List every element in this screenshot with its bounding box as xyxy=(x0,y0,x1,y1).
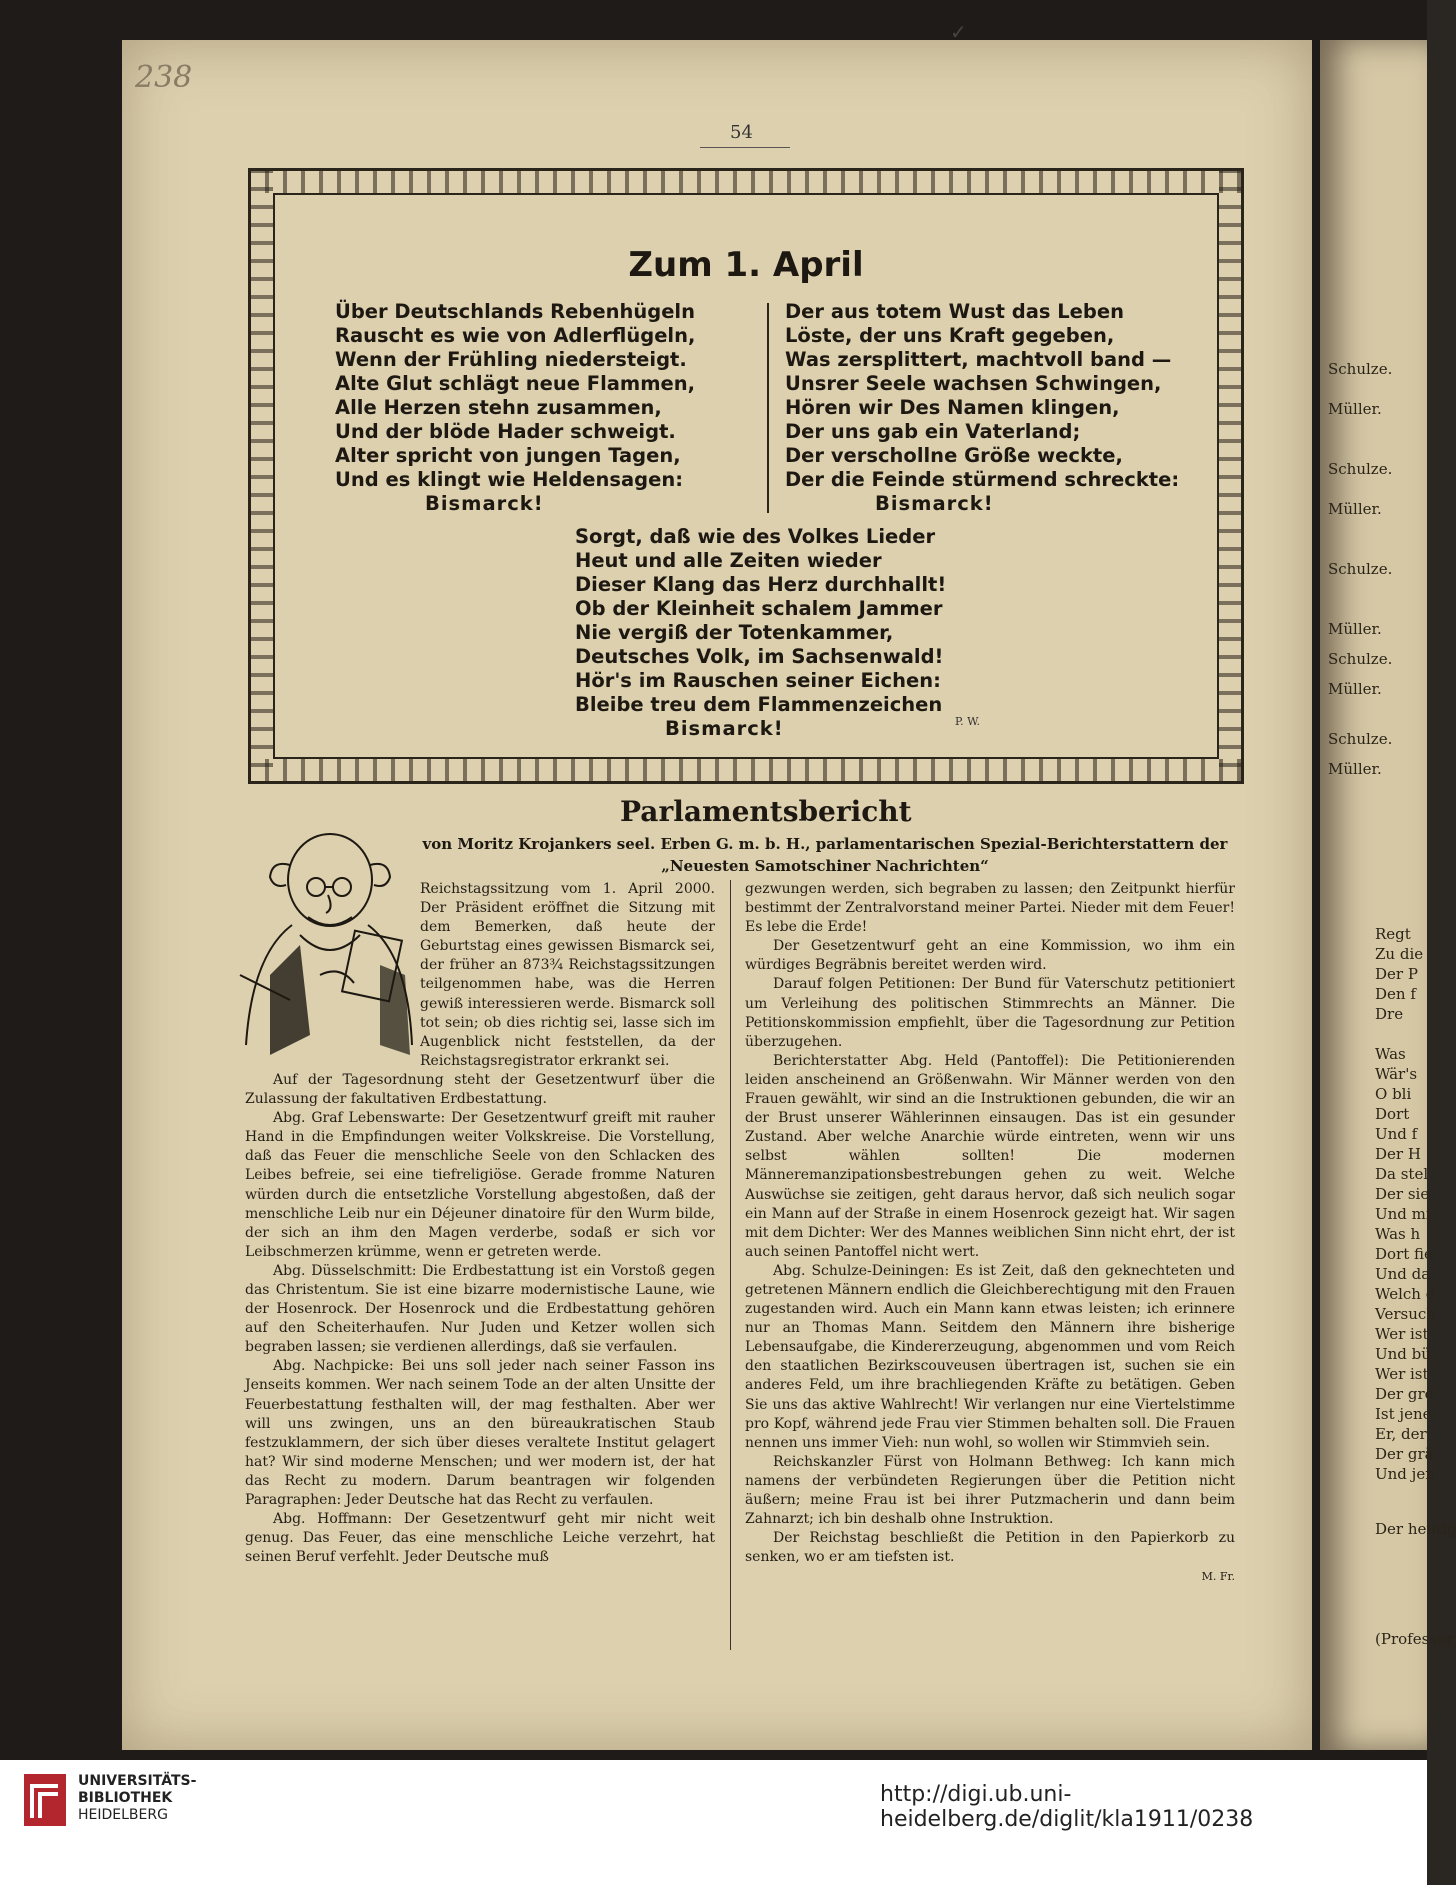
adjacent-page-text-fragment: Schulze. xyxy=(1328,730,1393,748)
adjacent-page-text-fragment: Zu die xyxy=(1375,945,1424,963)
pencil-page-number: 238 xyxy=(135,60,193,95)
poem-title: Zum 1. April xyxy=(628,245,864,285)
adjacent-page-text-fragment: Wer ist xyxy=(1375,1325,1429,1343)
adjacent-page-text-fragment: Schulze. xyxy=(1328,560,1393,578)
adjacent-page-text-fragment: Wer ist xyxy=(1375,1365,1429,1383)
adjacent-page-text-fragment: Ist jene xyxy=(1375,1405,1432,1423)
poem-line: Nie vergiß der Totenkammer, xyxy=(575,621,894,644)
poem-line: Heut und alle Zeiten wieder xyxy=(575,549,882,572)
poem-line: Wenn der Frühling niedersteigt. xyxy=(335,348,687,371)
adjacent-page-text-fragment: Den f xyxy=(1375,985,1416,1003)
article-signature: M. Fr. xyxy=(1201,1570,1235,1584)
article-left-column xyxy=(245,880,715,1567)
poem-line: Unsrer Seele wachsen Schwingen, xyxy=(785,372,1162,395)
poem-refrain: Bismarck! xyxy=(665,717,784,740)
article-paragraph: Abg. Nachpicke: Bei uns soll jeder nach seiner Fasson ins Jenseits kommen. Wer nach seinem Tode an der alten Unsitte der Feuerbestattung festhalten will, der mag festhalten. Aber wer will uns zwingen, uns an den büreaukratischen Staub festzuklammern, der sich über dieses veraltete Institut gelagert hat? Wir sind moderne Menschen; und wer modern ist, der hat das Recht zu modern. Darum beantragen wir folgenden Paragraphen: Jeder Deutsche hat das Recht zu verfaulen. xyxy=(245,1358,715,1508)
adjacent-page-text-fragment: Müller. xyxy=(1328,500,1382,518)
poem-line: Hör's im Rauschen seiner Eichen: xyxy=(575,669,941,692)
poem-center-stanza xyxy=(575,525,946,741)
article-paragraph: Auf der Tagesordnung steht der Gesetzentwurf über die Zulassung der fakultativen Erdbestattung. xyxy=(245,1071,715,1108)
poem-line: Alte Glut schlägt neue Flammen, xyxy=(335,372,696,395)
adjacent-page-edge xyxy=(1320,40,1456,1750)
adjacent-page-text-fragment: O bli xyxy=(1375,1085,1412,1103)
adjacent-page-text-fragment: Was h xyxy=(1375,1225,1421,1243)
library-name-line: UNIVERSITÄTS- xyxy=(78,1773,197,1789)
article-subtitle-publication: „Neuesten Samotschiner Nachrichten“ xyxy=(661,857,989,875)
poem-signature: P. W. xyxy=(955,715,981,728)
poem-refrain: Bismarck! xyxy=(875,492,994,515)
poem-line: Und es klingt wie Heldensagen: xyxy=(335,468,684,491)
article-paragraph: Abg. Hoffmann: Der Gesetzentwurf geht mir nicht weit genug. Das Feuer, das eine menschliche Leiche verzehrt, hat seinen Beruf verfehlt. Jeder Deutsche muß xyxy=(245,1511,715,1566)
adjacent-page-text-fragment: Und mi xyxy=(1375,1205,1431,1223)
adjacent-page-text-fragment: Dre xyxy=(1375,1005,1404,1023)
adjacent-page-text-fragment: Da stel xyxy=(1375,1165,1429,1183)
poem-line: Rauscht es wie von Adlerflügeln, xyxy=(335,324,696,347)
poem-left-stanza xyxy=(335,300,695,516)
adjacent-page-text-fragment: Der P xyxy=(1375,965,1418,983)
poem-line: Und der blöde Hader schweigt. xyxy=(335,420,676,443)
adjacent-page-text-fragment: Er, der xyxy=(1375,1425,1427,1443)
article-paragraph: Abg. Graf Lebenswarte: Der Gesetzentwurf greift mit rauher Hand in die Empfindungen weiter Volkskreise. Die Vorstellung, daß das Feuer die menschliche Seele von den Schlacken des Leibes befreie, sei eine tiefreligiöse. Gerade fromme Naturen würden durch die entsetzliche Vorstellung abgestoßen, daß der menschliche Leib nur ein Déjeuner dinatoire für den Wurm bilde, der sich an ihm den Magen verderbe, sodaß er sich vor Leibschmerzen krümme, wenn er getreten werde. xyxy=(245,1110,715,1260)
adjacent-page-text-fragment: (Professor xyxy=(1375,1630,1454,1648)
poem-line: Dieser Klang das Herz durchhallt! xyxy=(575,573,947,596)
poem-line: Der verschollne Größe weckte, xyxy=(785,444,1123,467)
poem-line: Bleibe treu dem Flammenzeichen xyxy=(575,693,943,716)
library-name-line: HEIDELBERG xyxy=(78,1807,168,1823)
university-library-logo-icon xyxy=(22,1772,68,1828)
article-subtitle: von Moritz Krojankers seel. Erben G. m. b. H., parlamentarischen Spezial-Berichterstattern der xyxy=(422,835,1228,853)
article-paragraph: Reichstagssitzung vom 1. April 2000. Der Präsident eröffnet die Sitzung mit dem Bemerken, daß heute der Geburtstag eines gewissen Bismarck sei, der früher an 873¾ Reichstagssitzungen teilgenommen habe, was die Herren gewiß interessieren werde. Bismarck soll tot sein; ob dies richtig sei, lasse sich im Augenblick nicht feststellen, da der Reichstagsregistrator erkrankt sei. xyxy=(420,881,715,1069)
adjacent-page-text-fragment: Und jen xyxy=(1375,1465,1435,1483)
adjacent-page-text-fragment: Was xyxy=(1375,1045,1406,1063)
adjacent-page-text-fragment: Schulze. xyxy=(1328,460,1393,478)
adjacent-page-text-fragment: Regt xyxy=(1375,925,1411,943)
adjacent-page-text-fragment: Welch e xyxy=(1375,1285,1435,1303)
article-paragraph: Der Gesetzentwurf geht an eine Kommission, wo ihm ein würdiges Begräbnis bereitet werden wird. xyxy=(745,938,1235,974)
adjacent-page-text-fragment: Wär's xyxy=(1375,1065,1418,1083)
poem-line: Hören wir Des Namen klingen, xyxy=(785,396,1120,419)
poem-line: Löste, der uns Kraft gegeben, xyxy=(785,324,1115,347)
article-paragraph: Reichskanzler Fürst von Holmann Bethweg: Ich kann mich namens der verbündeten Regierungen über die Petition nicht äußern; meine Frau ist bei ihrer Putzmacherin und dann beim Zahnarzt; ich bin deshalb ohne Instruktion. xyxy=(745,1453,1235,1528)
adjacent-page-text-fragment: Müller. xyxy=(1328,680,1382,698)
article-paragraph: Darauf folgen Petitionen: Der Bund für Vaterschutz petitioniert um Verleihung des politischen Stimmrechts an Männer. Die Petitionskommission empfiehlt, über die Tagesordnung zur Petition überzugehen. xyxy=(745,976,1235,1050)
poem-line: Alle Herzen stehn zusammen, xyxy=(335,396,662,419)
adjacent-page-text-fragment: Der grä xyxy=(1375,1445,1434,1463)
poem-line: Was zersplittert, machtvoll band — xyxy=(785,348,1172,371)
adjacent-page-text-fragment: Der heutig xyxy=(1375,1520,1456,1538)
article-column-divider xyxy=(730,880,731,1650)
adjacent-page-text-fragment: Versuch xyxy=(1375,1305,1436,1323)
adjacent-page-text-fragment: Der sie xyxy=(1375,1185,1430,1203)
library-name-line: BIBLIOTHEK xyxy=(78,1790,173,1806)
poem-ornamental-frame xyxy=(248,168,1244,784)
adjacent-page-text-fragment: Und bü xyxy=(1375,1345,1431,1363)
poem-refrain: Bismarck! xyxy=(425,492,544,515)
adjacent-page-text-fragment: Dort fie xyxy=(1375,1245,1433,1263)
article-title: Parlamentsbericht xyxy=(620,795,912,828)
adjacent-page-text-fragment: Der gro xyxy=(1375,1385,1434,1403)
poem-frame-inner xyxy=(273,193,1219,759)
page-number-rule xyxy=(700,147,790,148)
adjacent-page-text-fragment: Und f xyxy=(1375,1125,1418,1143)
article-paragraph: Abg. Düsselschmitt: Die Erdbestattung ist ein Vorstoß gegen das Christentum. Sie ist eine bizarre modernistische Laune, wie der Hosenrock. Der Hosenrock und die Erdbestattung gehören auf den Scheiterhaufen. Nur Juden und Ketzer wollen sich begraben lassen; sie verdienen allerdings, daß sie verfaulen. xyxy=(245,1262,715,1356)
article-paragraph: Der Reichstag beschließt die Petition in den Papierkorb zu senken, wo er am tiefsten ist. xyxy=(745,1530,1235,1566)
adjacent-page-text-fragment: Müller. xyxy=(1328,760,1382,778)
adjacent-page-text-fragment: Müller. xyxy=(1328,400,1382,418)
adjacent-page-text-fragment: Der H xyxy=(1375,1145,1421,1163)
digital-object-url-link[interactable]: http://digi.ub.uni-heidelberg.de/diglit/kla1911/0238 xyxy=(880,1782,1254,1832)
poem-column-divider xyxy=(767,303,769,513)
adjacent-page-text-fragment: Müller. xyxy=(1328,620,1382,638)
adjacent-page-text-fragment: Schulze. xyxy=(1328,360,1393,378)
poem-line: Ob der Kleinheit schalem Jammer xyxy=(575,597,943,620)
page-number: 54 xyxy=(730,122,753,143)
poem-line: Deutsches Volk, im Sachsenwald! xyxy=(575,645,944,668)
adjacent-page-text-fragment: Dort xyxy=(1375,1105,1410,1123)
article-right-column xyxy=(745,880,1235,1586)
poem-line: Sorgt, daß wie des Volkes Lieder xyxy=(575,525,936,548)
poem-line: Der die Feinde stürmend schreckte: xyxy=(785,468,1180,491)
poem-line: Alter spricht von jungen Tagen, xyxy=(335,444,681,467)
library-name xyxy=(78,1773,196,1824)
poem-right-stanza xyxy=(785,300,1179,516)
poem-line: Der uns gab ein Vaterland; xyxy=(785,420,1081,443)
pencil-mark-icon: ✓ xyxy=(950,20,967,44)
article-paragraph: gezwungen werden, sich begraben zu lassen; den Zeitpunkt hierfür bestimmt der Zentralvorstand meiner Partei. Nieder mit dem Feuer! Es lebe die Erde! xyxy=(745,881,1235,936)
poem-line: Über Deutschlands Rebenhügeln xyxy=(335,300,695,323)
article-paragraph: Berichterstatter Abg. Held (Pantoffel): Die Petitionierenden leiden anscheinend an Größenwahn. Wir Männer werden von den Frauen gewählt, wir sind an die Instruktionen gebunden, die wir an der Brust unserer Wählerinnen einsaugen. Das ist ein gesunder Zustand. Aber welche Anarchie würde eintreten, wenn wir uns selbst wählen sollten! Die modernen Männeremanzipationsbestrebungen gehen zu weit. Welche Auswüchse sie zeitigen, geht daraus hervor, daß sich neulich sogar ein Mann auf der Straße in einem Hosenrock gezeigt hat. Wir sagen mit dem Dichter: Wer des Mannes weiblichen Sinn nicht ehrt, der ist auch seinen Pantoffel nicht wert. xyxy=(745,1052,1235,1260)
adjacent-page-text-fragment: Und da xyxy=(1375,1265,1431,1283)
adjacent-page-text-fragment: Schulze. xyxy=(1328,650,1393,668)
article-paragraph: Abg. Schulze-Deiningen: Es ist Zeit, daß den geknechteten und getretenen Männern endlich die Gleichberechtigung mit den Frauen zugestanden wird. Auch ein Mann kann etwas leisten; ich erinnere nur an Thomas Mann. Seitdem den Männern ihre bisherige Lebensaufgabe, die Kindererzeugung, abgenommen und vom Reich den staatlichen Bezirkscouveusen übertragen ist, suchen sie ein anderes Feld, um ihre brachliegenden Kräfte zu betätigen. Geben Sie uns das aktive Wahlrecht! Wir verlangen nur eine Viertelstimme pro Kopf, während jede Frau vier Stimmen behalten soll. Die Frauen nennen uns immer Vieh: nun wohl, so wollen wir Stimmvieh sein. xyxy=(745,1262,1235,1451)
poem-line: Der aus totem Wust das Leben xyxy=(785,300,1124,323)
